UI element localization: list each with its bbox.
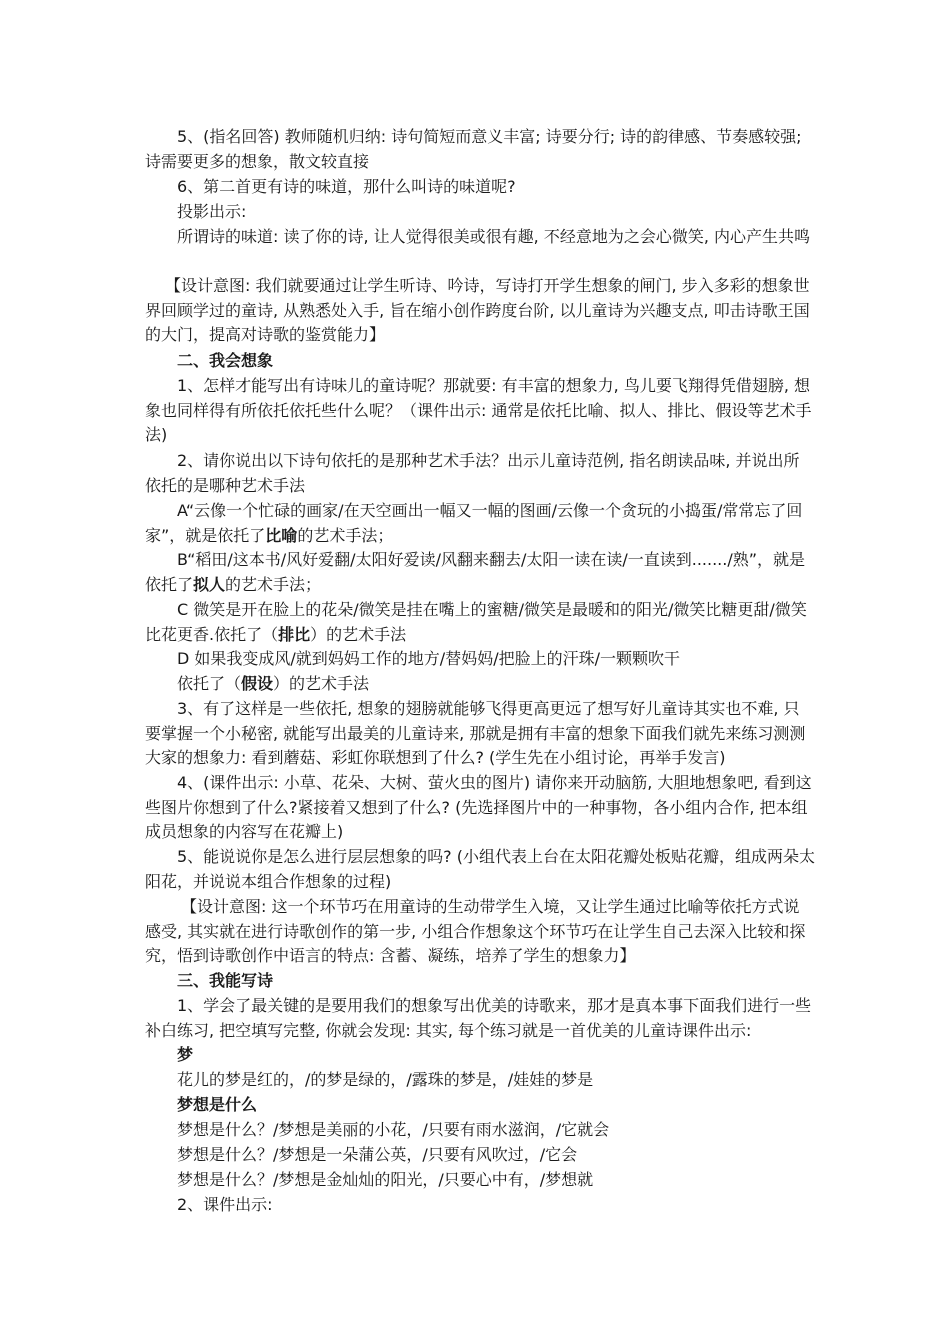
example-text: ）的艺术手法 xyxy=(273,674,370,693)
poem-line: 梦想是什么？/梦想是金灿灿的阳光，/只要心中有，/梦想就 xyxy=(177,1170,594,1189)
technique-term: 假设 xyxy=(241,674,274,693)
technique-term: 排比 xyxy=(278,624,311,644)
example-text: 的艺术手法； xyxy=(225,574,322,594)
paragraph: 1、学会了最关键的是要用我们的想象写出优美的诗歌来，那才是真本事下面我们进行一些补白练习, 把空填写完整, 你就会发现: 其实, 每个练习就是一首优美的儿童诗课件出示: xyxy=(145,996,812,1040)
poem-title: 梦 xyxy=(177,1045,194,1064)
example-paragraph xyxy=(145,598,815,647)
poem-title: 梦想是什么 xyxy=(177,1095,258,1114)
paragraph: 5、能说说你是怎么进行层层想象的吗? (小组代表上台在太阳花瓣处板贴花瓣，组成两朵太阳花，并说说本组合作想象的过程) xyxy=(145,847,816,891)
paragraph: 5、(指名回答) 教师随机归纳: 诗句简短而意义丰富; 诗要分行; 诗的韵律感、节奏感较强; 诗需要更多的想象，散文较直接 xyxy=(145,127,802,171)
example-paragraph xyxy=(145,548,815,597)
example-text: ）的艺术手法 xyxy=(310,624,407,644)
example-text: B“稻田/这本书/风好爱翻/太阳好爱读/风翻来翻去/太阳一读在读/一直读到......./熟”，就是依托了 xyxy=(145,550,806,594)
section-heading: 三、我能写诗 xyxy=(177,971,274,990)
design-intent-paragraph: 【设计意图: 这一个环节巧在用童诗的生动带学生入境，又让学生通过比喻等依托方式说感受, 其实就在进行诗歌创作的第一步, 小组合作想象这个环节巧在让学生自己去深入比较和探究，悟到诗歌创作中语言的特点: 含蓄、凝练，培养了学生的想象力】 xyxy=(145,897,806,966)
poem-line: 梦想是什么？/梦想是一朵蒲公英，/只要有风吹过，/它会 xyxy=(177,1145,578,1164)
paragraph: 2、课件出示: xyxy=(177,1195,273,1214)
paragraph: 4、(课件出示: 小草、花朵、大树、萤火虫的图片) 请你来开动脑筋, 大胆地想象吧, 看到这些图片你想到了什么?紧接着又想到了什么? (先选择图片中的一种事物，各小组内合作, 把本组成员想象的内容写在花瓣上) xyxy=(145,773,812,842)
example-text: 依托了（ xyxy=(177,674,242,693)
paragraph: 3、有了这样是一些依托, 想象的翅膀就能够飞得更高更远了想写好儿童诗其实也不难, 只要掌握一个小秘密, 就能写出最美的儿童诗来, 那就是拥有丰富的想象下面我们就先来练习测测大家的想象力: 看到蘑菇、彩虹你联想到了什么? (学生先在小组讨论，再举手发言) xyxy=(145,699,806,768)
design-intent-paragraph: 【设计意图: 我们就要通过让学生听诗、吟诗，写诗打开学生想象的闸门, 步入多彩的想象世界回顾学过的童诗, 从熟悉处入手, 旨在缩小创作跨度台阶, 以儿童诗为兴趣支点, 叩击诗歌王国的大门，提高对诗歌的鉴赏能力】 xyxy=(145,276,810,345)
paragraph: 所谓诗的味道: 读了你的诗, 让人觉得很美或很有趣, 不经意地为之会心微笑, 内心产生共鸣 xyxy=(177,227,810,246)
poem-line: 花儿的梦是红的，/的梦是绿的，/露珠的梦是，/娃娃的梦是 xyxy=(177,1070,594,1089)
example-paragraph xyxy=(145,499,815,548)
technique-term: 比喻 xyxy=(265,525,298,545)
technique-term: 拟人 xyxy=(193,574,226,594)
paragraph: 2、请你说出以下诗句依托的是那种艺术手法？出示儿童诗范例, 指名朗读品味, 并说出所依托的是哪种艺术手法 xyxy=(145,451,800,495)
example-text: C 微笑是开在脸上的花朵/微笑是挂在嘴上的蜜糖/微笑是最暖和的阳光/微笑比糖更甜/微笑比花更香.依托了（ xyxy=(145,600,807,644)
paragraph: 投影出示: xyxy=(177,202,247,221)
example-text: A“云像一个忙碌的画家/在天空画出一幅又一幅的图画/云像一个贪玩的小捣蛋/常常忘了回家”，就是依托了 xyxy=(145,501,803,545)
example-text: 的艺术手法； xyxy=(297,525,394,545)
paragraph: 6、第二首更有诗的味道，那什么叫诗的味道呢? xyxy=(177,177,516,196)
example-paragraph xyxy=(145,672,815,697)
poem-line: 梦想是什么？/梦想是美丽的小花，/只要有雨水滋润，/它就会 xyxy=(177,1120,610,1139)
paragraph: 1、怎样才能写出有诗味儿的童诗呢？那就要: 有丰富的想象力, 鸟儿要飞翔得凭借翅膀, 想象也同样得有所依托依托些什么呢？（课件出示: 通常是依托比喻、拟人、排比、假设等艺术手法) xyxy=(145,376,812,445)
example-paragraph: D 如果我变成风/就到妈妈工作的地方/替妈妈/把脸上的汗珠/一颗颗吹干 xyxy=(177,649,680,668)
section-heading: 二、我会想象 xyxy=(177,351,274,370)
